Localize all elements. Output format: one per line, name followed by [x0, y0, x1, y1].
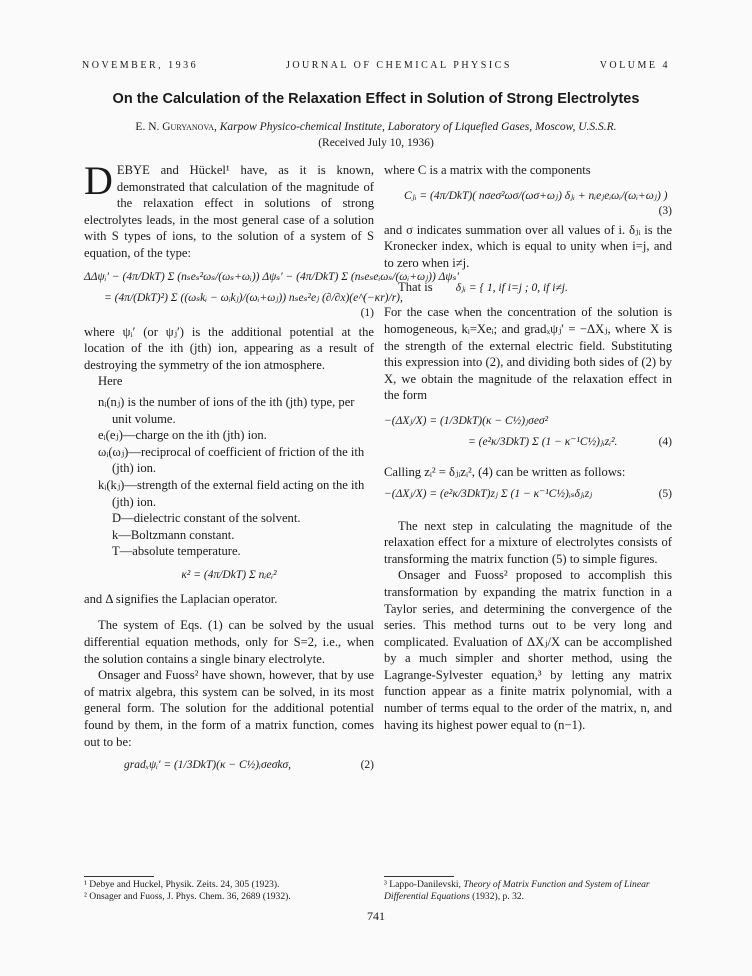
kronecker-definition [398, 279, 672, 296]
equation-4-line-2-text: = (e²κ/3DkT) Σ (1 − κ⁻¹C½)ⱼᵢzᵢ². [468, 435, 618, 448]
equation-1-number: (1) [360, 306, 374, 319]
page-number: 741 [367, 909, 385, 923]
onsager-paragraph: Onsager and Fuoss² proposed to accomplish this transformation by expanding the matrix function in a Taylor series, and determining the convergence of the series. This method turns out to be very long and complicated. Evaluation of ΔXⱼ/X can be accomplished by a much simpler and shorter method, using the Lagrange-Sylvester equation,³ by letting any matrix function appear as a finite matrix polynomial, with a number of terms equal to the order of the matrix, n, and having its highest power equal to (n−1). [384, 568, 672, 732]
header-date: NOVEMBER, 1936 [82, 60, 199, 71]
definition-k: kᵢ(kⱼ)—strength of the external field acting on the ith (jth) ion. [98, 477, 365, 509]
drop-cap: D [84, 158, 113, 203]
footnote-3-title: Theory of Matrix Function and System of Linear Differential Equations [384, 879, 650, 902]
sigma-paragraph: and σ indicates summation over all values of i. δⱼᵢ is the Kronecker index, which is equal to unity when i=j, and to zero when i≠j. [384, 222, 672, 270]
definition-t: T—absolute temperature. [112, 544, 241, 559]
kronecker-formula: δⱼᵢ = { 1, if i=j ; 0, if i≠j. [455, 282, 568, 295]
footnote-rule-right [384, 876, 454, 877]
homogeneous-paragraph: For the case when the concentration of the solution is homogeneous, kᵢ=Xeᵢ; and gradₓψⱼ′ = −ΔXⱼ, where X is the strength of the external electric field. Substituting this expression into (2), and dividing both sides of (2) by X, we obtain the magnitude of the relaxation effect in the form [384, 305, 672, 403]
intro-paragraph [84, 158, 374, 262]
author-name: E. N. Guryanova, [135, 121, 217, 133]
equation-3 [404, 189, 672, 204]
author-line [0, 121, 752, 133]
equation-3-number-row [384, 204, 672, 217]
equation-1-line-2-text: = (4π/(DkT)²) Σ ((ωₛkᵢ − ωᵢkⱼ)/(ωᵢ+ωⱼ)) nₛeₛ²eⱼ (∂/∂x)(e^(−κr)/r), [104, 291, 403, 304]
paragraph-binary: The system of Eqs. (1) can be solved by the usual differential equation methods, only for S=2, i.e., when the solution contains a single binary electrolyte. [84, 618, 374, 666]
author-affiliation: Karpow Physico-chemical Institute, Laboratory of Liquefied Gases, Moscow, U.S.S.R. [219, 121, 617, 133]
footnote-2: ² Onsager and Fuoss, J. Phys. Chem. 36, 2689 (1932). [84, 891, 291, 902]
equation-4-line-1: −(ΔXⱼ/X) = (1/3DkT)(κ − C½)ⱼσeσ² [384, 414, 549, 427]
intro-text: EBYE and Hückel¹ have, as it is known, demonstrated that calculation of the magnitude of the relaxation effect in solutions of strong electrolytes leads, in the most general case of a solution with S types of ions, to the solution of a system of S equation, of the type: [84, 163, 374, 260]
right-column [384, 162, 672, 733]
here-label: Here [98, 374, 123, 389]
definition-d: D—dielectric constant of the solvent. [112, 511, 301, 526]
footnote-3 [384, 879, 672, 903]
definition-e: eᵢ(eⱼ)—charge on the ith (jth) ion. [98, 428, 267, 443]
equation-5-text: −(ΔXⱼ/X) = (e²κ/3DkT)zⱼ Σ (1 − κ⁻¹C½)ᵢₛδⱼᵢzⱼ [384, 487, 593, 500]
header-journal: JOURNAL OF CHEMICAL PHYSICS [285, 60, 512, 71]
definitions-list [84, 394, 374, 560]
footnotes-right [384, 876, 672, 903]
equation-3-text: Cⱼᵢ = (4π/DkT)( nσeσ²ωσ/(ωσ+ωⱼ) δⱼᵢ + nᵢeⱼeᵢωᵢ/(ωᵢ+ωⱼ) ) [404, 189, 668, 202]
footnote-3-prefix: ³ Lappo-Danilevski, [384, 879, 461, 890]
equation-3-number: (3) [658, 204, 672, 217]
laplacian-note: and Δ signifies the Laplacian operator. [84, 591, 278, 606]
footnote-1: ¹ Debye and Huckel, Physik. Zeits. 24, 305 (1923). [84, 879, 280, 890]
footnotes-left [84, 876, 374, 903]
definition-n: nᵢ(nⱼ) is the number of ions of the ith (jth) type, per unit volume. [98, 394, 355, 426]
running-head [82, 60, 670, 71]
calling-text: Calling zᵢ² = δⱼᵢzᵢ², (4) can be written as follows: [384, 464, 626, 479]
received-date: (Received July 10, 1936) [318, 137, 434, 149]
footnote-3-suffix: (1932), p. 32. [472, 891, 525, 902]
equation-1-number-row [84, 306, 374, 320]
next-step-paragraph: The next step in calculating the magnitude of the relaxation effect for a mixture of electrolytes consists of transforming the matrix function (5) to simple figures. [384, 518, 672, 566]
equation-2-number: (2) [360, 759, 374, 772]
equation-1-line-2 [84, 291, 403, 306]
article-title: On the Calculation of the Relaxation Effect in Solution of Strong Electrolytes [112, 91, 640, 107]
where-c-text: where C is a matrix with the components [384, 163, 591, 177]
equation-4-line-2 [384, 435, 672, 450]
equation-1-line-1: ΔΔψᵢ′ − (4π/DkT) Σ (nₛeₛ²ωₛ/(ωₛ+ωᵢ)) Δψₛ′ − (4π/DkT) Σ (nₛeₛeᵢωₛ/(ωᵢ+ωⱼ)) Δψₛ′ [84, 270, 459, 283]
equation-5-number: (5) [658, 487, 672, 500]
where-paragraph: where ψᵢ′ (or ψⱼ′) is the additional potential at the location of the ith (jth) ion, appearing as a result of destroying the symmetry of the ion atmosphere. [84, 324, 374, 372]
definition-boltzmann: k—Boltzmann constant. [112, 527, 235, 542]
footnote-rule-left [84, 876, 154, 877]
header-volume: VOLUME 4 [599, 60, 670, 71]
equation-2-text: gradₓψᵢ′ = (1/3DkT)(κ − C½)ᵢσeσkσ, [124, 759, 292, 772]
paragraph-matrix: Onsager and Fuoss² have shown, however, that by use of matrix algebra, this system can be solved, in its most general form. The solution for the additional potential found by them, in the form of a matrix function, comes out to be: [84, 668, 374, 749]
that-is-label: That is [398, 280, 433, 295]
equation-4-number: (4) [658, 435, 672, 448]
kappa-equation: κ² = (4π/DkT) Σ nᵢeᵢ² [181, 568, 277, 581]
equation-5 [384, 487, 672, 502]
definition-omega: ωᵢ(ωⱼ)—reciprocal of coefficient of friction of the ith (jth) ion. [98, 444, 365, 476]
equation-2 [84, 758, 374, 773]
